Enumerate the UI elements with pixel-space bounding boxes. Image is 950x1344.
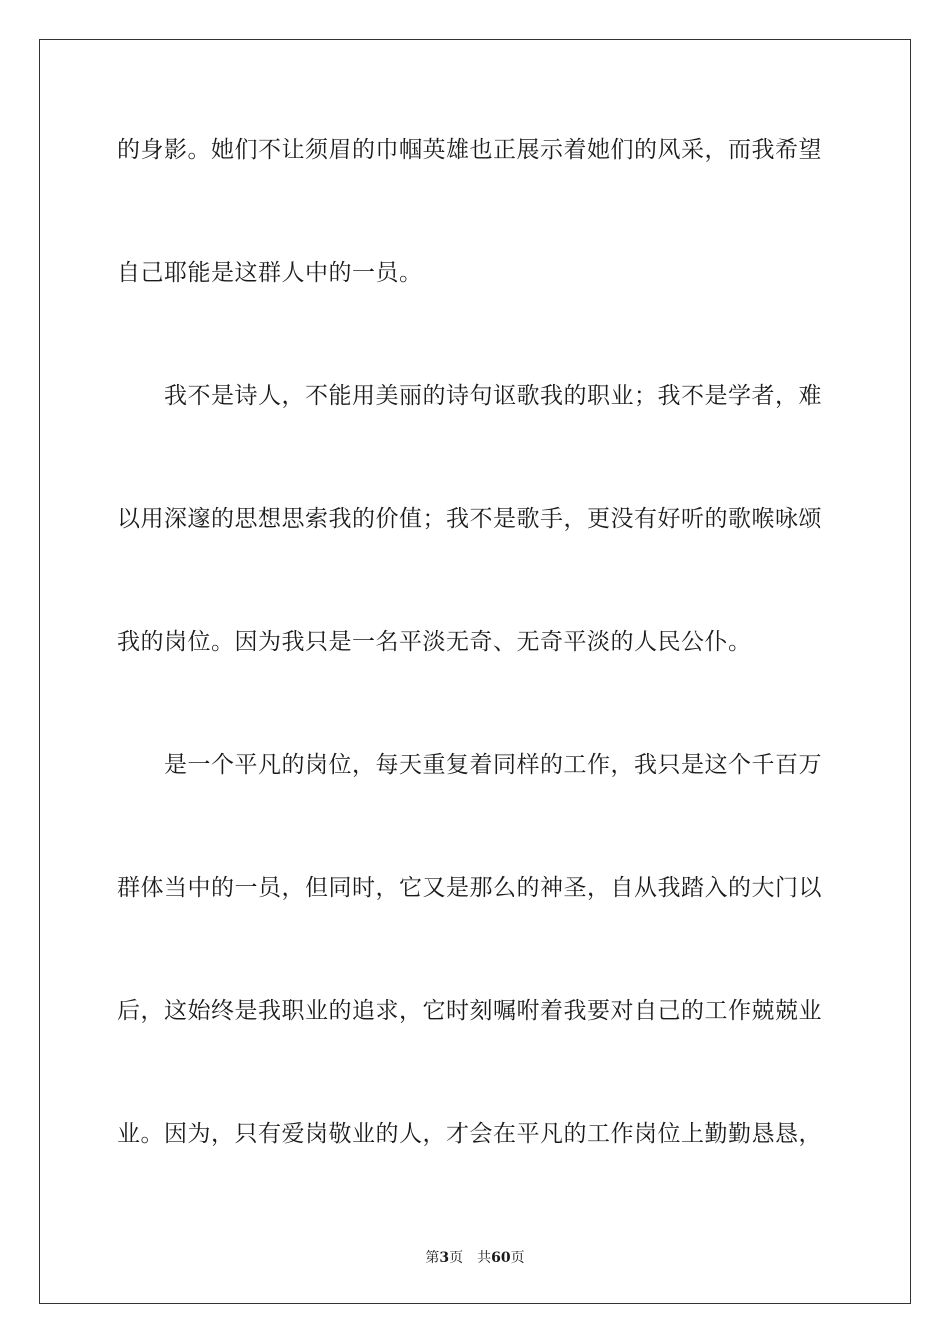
total-suffix: 页 <box>510 1250 525 1266</box>
page-border <box>39 39 911 1304</box>
text-line: 是一个平凡的岗位，每天重复着同样的工作，我只是这个千百万 <box>117 752 822 778</box>
text-line: 我不是诗人，不能用美丽的诗句讴歌我的职业；我不是学者，难 <box>117 383 822 409</box>
text-line: 我的岗位。因为我只是一名平淡无奇、无奇平淡的人民公仆。 <box>117 629 752 655</box>
text-line: 以用深邃的思想思索我的价值；我不是歌手，更没有好听的歌喉咏颂 <box>117 506 822 532</box>
total-pages: 60 <box>491 1250 511 1266</box>
text-line: 自己耶能是这群人中的一员。 <box>117 260 423 286</box>
text-line: 业。因为，只有爱岗敬业的人，才会在平凡的工作岗位上勤勤恳恳， <box>117 1121 822 1147</box>
page-suffix: 页 <box>449 1250 464 1266</box>
page-number: 3 <box>439 1250 450 1266</box>
text-line: 后，这始终是我职业的追求，它时刻嘱咐着我要对自己的工作兢兢业 <box>117 998 822 1024</box>
page-prefix: 第 <box>425 1250 440 1266</box>
text-line: 的身影。她们不让须眉的巾帼英雄也正展示着她们的风采，而我希望 <box>117 137 822 163</box>
text-line: 群体当中的一员，但同时，它又是那么的神圣，自从我踏入的大门以 <box>117 875 822 901</box>
total-prefix: 共 <box>477 1250 492 1266</box>
page-footer <box>0 1248 950 1268</box>
